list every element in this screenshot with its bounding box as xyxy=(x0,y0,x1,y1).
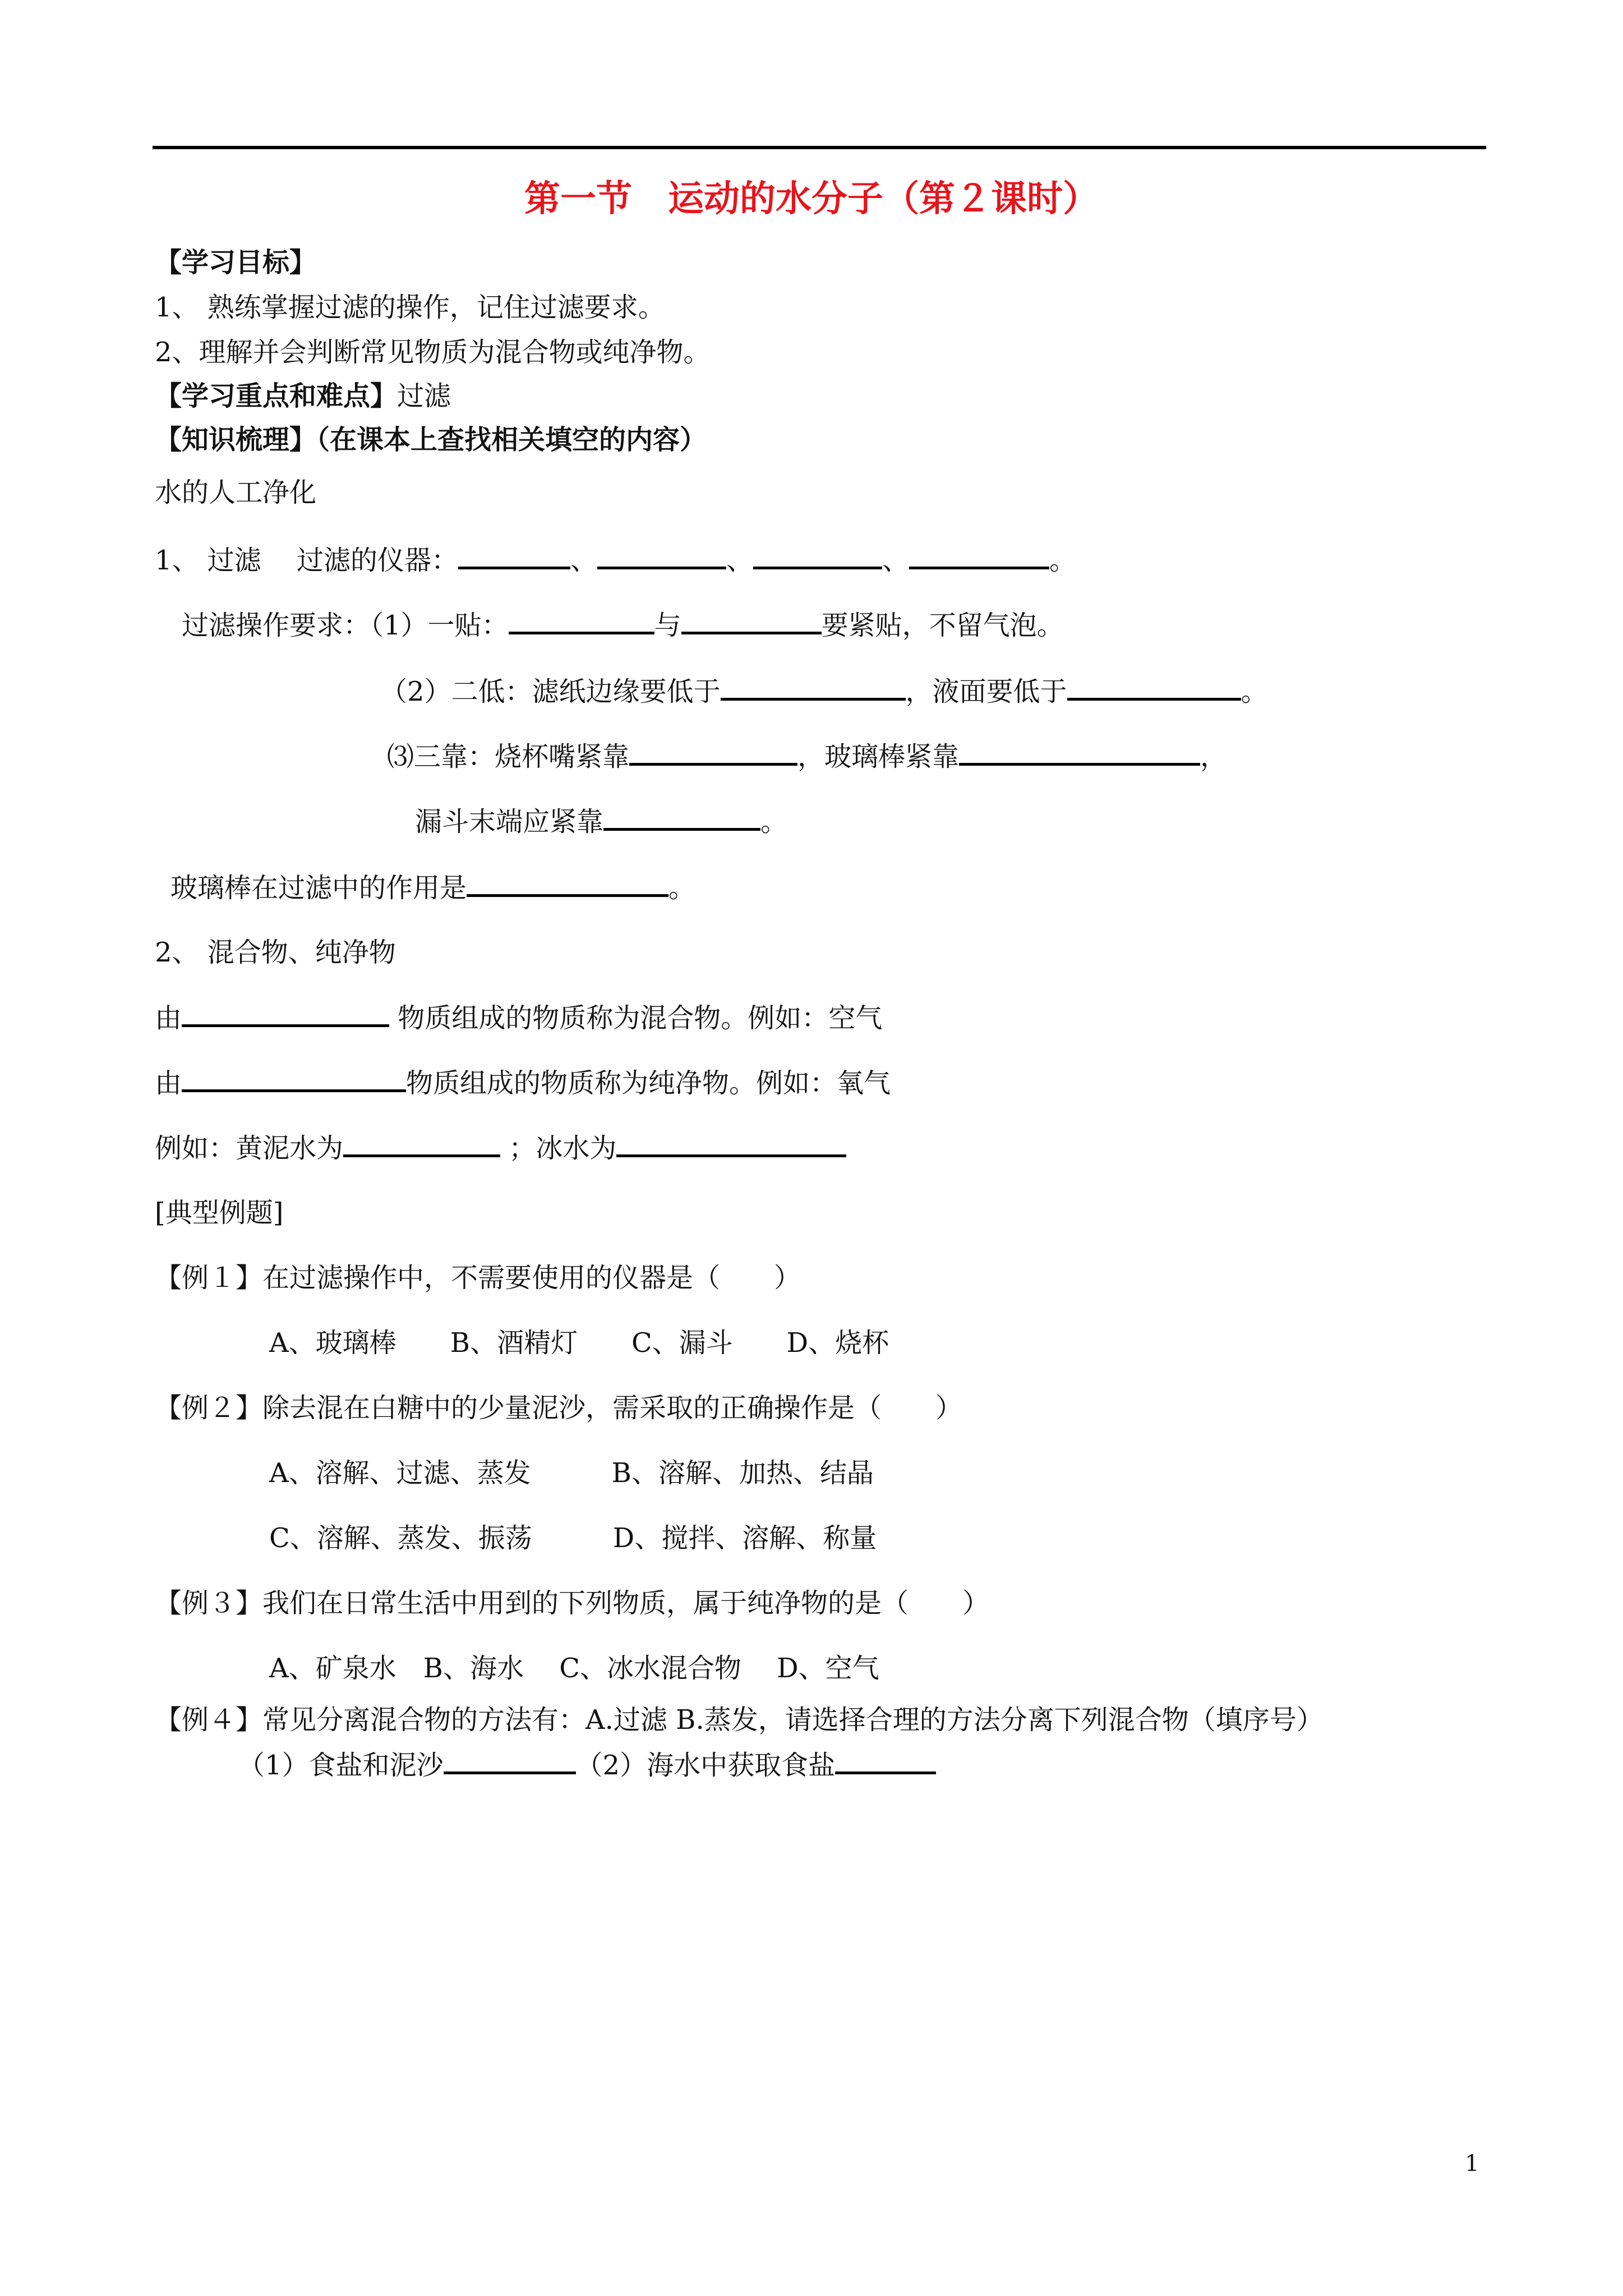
examples-pre: 例如：黄泥水为 xyxy=(155,1133,344,1164)
ex4-part2: （2）海水中获取食盐 xyxy=(575,1750,836,1781)
example-3-question: 【例３】我们在日常生活中用到的下列物质，属于纯净物的是（ ） xyxy=(155,1588,990,1619)
fill-blank xyxy=(753,542,882,569)
example-1-options: A、玻璃棒 B、酒精灯 C、漏斗 D、烧杯 xyxy=(269,1327,889,1359)
fill-blank xyxy=(616,1130,846,1157)
fill-blank xyxy=(458,542,570,569)
examples-line xyxy=(155,1130,846,1166)
requirement-3 xyxy=(387,738,1227,775)
keypoints-heading: 【学习重点和难点】 xyxy=(155,380,398,412)
fill-blank xyxy=(629,738,797,766)
fill-blank xyxy=(444,1747,576,1774)
keypoints-text: 过滤 xyxy=(397,380,451,412)
fill-blank xyxy=(681,607,822,634)
fill-blank xyxy=(467,869,668,897)
example-2-options-cd: C、溶解、蒸发、振荡 D、搅拌、溶解、称量 xyxy=(269,1522,877,1554)
fill-blank xyxy=(835,1747,936,1774)
pure-definition xyxy=(155,1065,891,1101)
fill-blank xyxy=(603,803,760,831)
filter-instruments-label: 1、 过滤 过滤的仪器： xyxy=(155,545,459,576)
requirement-1 xyxy=(182,607,1064,643)
example-2-options-ab: A、溶解、过滤、蒸发 B、溶解、加热、结晶 xyxy=(269,1457,874,1489)
rod-pre: 玻璃棒在过滤中的作用是 xyxy=(170,872,467,904)
req2-post: 。 xyxy=(1241,676,1268,707)
req2-mid: ，液面要低于 xyxy=(905,676,1067,707)
requirement-2 xyxy=(380,673,1268,710)
pure-post: 物质组成的物质称为纯净物。例如：氧气 xyxy=(406,1068,891,1099)
knowledge-heading: 【知识梳理】（在课本上查找相关填空的内容） xyxy=(155,424,707,455)
req3-post: ， xyxy=(1200,741,1228,772)
mixture-heading: 2、 混合物、纯净物 xyxy=(155,937,396,968)
page-title: 第一节 运动的水分子（第２课时） xyxy=(524,178,1099,220)
fill-blank xyxy=(343,1130,500,1157)
example-4-parts xyxy=(238,1747,936,1783)
requirement-3b xyxy=(415,803,787,840)
pure-pre: 由 xyxy=(155,1068,182,1099)
section-water-purification: 水的人工净化 xyxy=(155,477,317,508)
separator: 、 xyxy=(882,545,910,576)
fill-blank xyxy=(182,1065,406,1092)
req1-post: 要紧贴，不留气泡。 xyxy=(821,610,1064,641)
fill-blank xyxy=(721,673,906,701)
rod-post: 。 xyxy=(668,872,696,904)
separator: 、 xyxy=(570,545,598,576)
glass-rod-role xyxy=(170,869,695,906)
mix-post: 物质组成的物质称为混合物。例如：空气 xyxy=(389,1002,883,1034)
line-end: 。 xyxy=(1049,545,1077,576)
keypoints-line xyxy=(155,378,451,414)
req1-mid: 与 xyxy=(654,610,681,641)
example-1-question: 【例１】在过滤操作中，不需要使用的仪器是（ ） xyxy=(155,1262,801,1294)
header-rule xyxy=(153,146,1486,149)
fill-blank xyxy=(909,542,1049,569)
req3-mid: ，玻璃棒紧靠 xyxy=(797,741,960,772)
mixture-definition xyxy=(155,1000,882,1036)
objectives-heading: 【学习目标】 xyxy=(155,247,317,278)
separator: 、 xyxy=(726,545,754,576)
fill-blank xyxy=(182,1000,389,1027)
req1-pre: 过滤操作要求：（1）一贴： xyxy=(182,610,509,641)
examples-mid: ；冰水为 xyxy=(500,1133,617,1164)
example-3-options: A、矿泉水 B、海水 C、冰水混合物 D、空气 xyxy=(269,1653,879,1684)
example-4-question: 【例４】常见分离混合物的方法有：A.过滤 B.蒸发，请选择合理的方法分离下列混合物（填序号） xyxy=(155,1704,1324,1736)
filter-instruments-line xyxy=(155,542,1076,578)
mix-pre: 由 xyxy=(155,1002,182,1034)
fill-blank xyxy=(959,738,1200,766)
fill-blank xyxy=(597,542,726,569)
typical-examples-heading: [典型例题] xyxy=(155,1197,284,1228)
fill-blank xyxy=(1067,673,1241,701)
fill-blank xyxy=(509,607,654,634)
req3b-pre: 漏斗末端应紧靠 xyxy=(415,806,604,838)
ex4-part1: （1）食盐和泥沙 xyxy=(238,1750,444,1781)
objective-item-1: 1、 熟练掌握过滤的操作，记住过滤要求。 xyxy=(155,292,665,323)
req3-pre: ⑶三靠：烧杯嘴紧靠 xyxy=(387,741,630,772)
req2-pre: （2）二低：滤纸边缘要低于 xyxy=(380,676,721,707)
page-number: 1 xyxy=(1465,2151,1479,2177)
example-2-question: 【例２】除去混在白糖中的少量泥沙，需采取的正确操作是（ ） xyxy=(155,1392,963,1424)
objective-item-2: 2、理解并会判断常见物质为混合物或纯净物。 xyxy=(155,337,711,368)
req3b-post: 。 xyxy=(760,806,788,838)
